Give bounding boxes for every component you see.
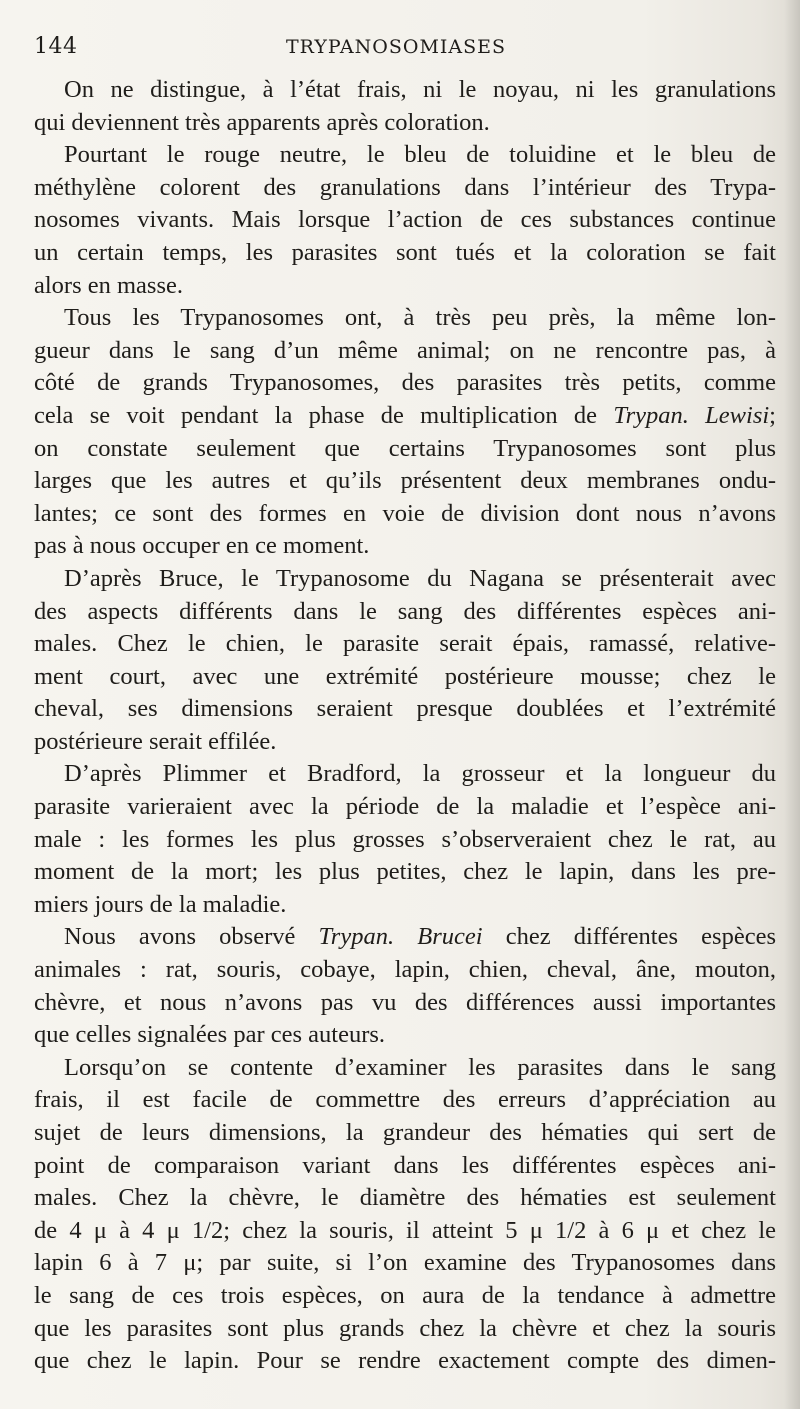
text-line	[34, 107, 776, 140]
text-segment: lantes; ce sont des formes en voie de division dont nous n’avons	[34, 499, 776, 527]
text-line	[34, 987, 776, 1020]
text-segment: alors en masse.	[34, 271, 183, 299]
text-line	[34, 1280, 776, 1313]
text-line	[34, 856, 776, 889]
text-line	[34, 498, 776, 531]
text-segment: miers jours de la maladie.	[34, 890, 287, 918]
text-line	[34, 1182, 776, 1215]
italic-species-name: Trypan. Brucei	[318, 923, 483, 951]
text-segment: que celles signalées par ces auteurs.	[34, 1021, 386, 1049]
text-segment: chez différentes espèces	[482, 923, 776, 951]
text-segment: côté de grands Trypanosomes, des parasites très petits, comme	[34, 369, 776, 397]
italic-species-name: Trypan. Lewisi	[613, 401, 770, 429]
text-segment: méthylène colorent des granulations dans l’intérieur des Trypa-	[34, 173, 776, 201]
text-line	[34, 139, 776, 172]
text-segment: males. Chez le chien, le parasite serait épais, ramassé, relative-	[34, 630, 776, 658]
text-segment: que chez le lapin. Pour se rendre exactement compte des dimen-	[34, 1347, 776, 1375]
text-line	[34, 791, 776, 824]
text-line	[34, 693, 776, 726]
text-line	[34, 1117, 776, 1150]
page-header	[34, 32, 758, 62]
text-segment: larges que les autres et qu’ils présentent deux membranes ondu-	[34, 467, 776, 495]
page-number: 144	[34, 34, 78, 59]
text-line	[34, 563, 776, 596]
text-segment: le sang de ces trois espèces, on aura de la tendance à admettre	[34, 1281, 776, 1309]
text-segment: point de comparaison variant dans les différentes espèces ani-	[34, 1151, 776, 1179]
text-segment: On ne distingue, à l’état frais, ni le noyau, ni les granulations	[64, 76, 776, 103]
text-segment: sujet de leurs dimensions, la grandeur des hématies qui sert de	[34, 1119, 776, 1146]
text-line	[34, 335, 776, 368]
text-segment: Nous avons observé	[64, 923, 319, 951]
text-segment: male : les formes les plus grosses s’observeraient chez le rat, au	[34, 825, 776, 853]
text-line	[34, 1084, 776, 1117]
text-segment: Pourtant le rouge neutre, le bleu de toluidine et le bleu de	[64, 141, 776, 169]
text-segment: on constate seulement que certains Trypanosomes sont plus	[34, 434, 776, 462]
text-segment: cheval, ses dimensions seraient presque doublées et l’extrémité	[34, 695, 776, 723]
text-segment: Tous les Trypanosomes ont, à très peu près, la même lon-	[64, 304, 776, 332]
text-segment: lapin 6 à 7 μ; par suite, si l’on examine des Trypanosomes dans	[34, 1249, 776, 1277]
text-line	[34, 74, 776, 107]
text-segment: males. Chez la chèvre, le diamètre des hématies est seulement	[34, 1184, 776, 1212]
text-line	[34, 433, 776, 466]
text-line	[34, 1247, 776, 1280]
text-line	[34, 302, 776, 335]
running-title: TRYPANOSOMIASES	[285, 36, 507, 58]
text-line	[34, 954, 776, 987]
text-line	[34, 1313, 776, 1346]
body-text	[34, 74, 776, 1378]
text-segment: qui deviennent très apparents après coloration.	[34, 108, 490, 136]
text-line	[34, 530, 776, 563]
text-segment: gueur dans le sang d’un même animal; on ne rencontre pas, à	[34, 336, 776, 364]
text-line	[34, 889, 776, 922]
text-segment: postérieure serait effilée.	[34, 727, 277, 755]
text-line	[34, 921, 776, 954]
text-segment: un certain temps, les parasites sont tués et la coloration se fait	[34, 238, 776, 266]
text-segment: D’après Bruce, le Trypanosome du Nagana se présenterait avec	[64, 564, 776, 592]
text-segment: ment court, avec une extrémité postérieure mousse; chez le	[34, 662, 776, 690]
text-line	[34, 1345, 776, 1378]
text-line	[34, 367, 776, 400]
text-segment: animales : rat, souris, cobaye, lapin, chien, cheval, âne, mouton,	[34, 956, 776, 984]
text-line	[34, 204, 776, 237]
text-line	[34, 270, 776, 303]
text-line	[34, 172, 776, 205]
text-line	[34, 1150, 776, 1183]
text-segment: cela se voit pendant la phase de multiplication de	[34, 401, 614, 429]
text-segment: frais, il est facile de commettre des erreurs d’appréciation au	[34, 1086, 776, 1114]
text-line	[34, 237, 776, 270]
text-segment: Lorsqu’on se contente d’examiner les parasites dans le sang	[64, 1053, 776, 1081]
text-segment: de 4 μ à 4 μ 1/2; chez la souris, il atteint 5 μ 1/2 à 6 μ et chez le	[34, 1216, 776, 1244]
text-segment: des aspects différents dans le sang des différentes espèces ani-	[34, 597, 776, 625]
text-segment: nosomes vivants. Mais lorsque l’action de ces substances continue	[34, 206, 776, 234]
text-line	[34, 465, 776, 498]
text-segment: parasite varieraient avec la période de la maladie et l’espèce ani-	[34, 793, 776, 821]
text-line	[34, 726, 776, 759]
text-line	[34, 1052, 776, 1085]
text-line	[34, 628, 776, 661]
text-line	[34, 1215, 776, 1248]
binding-shadow	[784, 0, 800, 1409]
text-line	[34, 758, 776, 791]
text-line	[34, 824, 776, 857]
text-segment: moment de la mort; les plus petites, chez le lapin, dans les pre-	[34, 858, 776, 886]
text-line	[34, 596, 776, 629]
text-line	[34, 661, 776, 694]
text-segment: que les parasites sont plus grands chez la chèvre et chez la souris	[34, 1314, 776, 1342]
text-line	[34, 400, 776, 433]
text-segment: D’après Plimmer et Bradford, la grosseur et la longueur du	[64, 760, 776, 788]
text-segment: chèvre, et nous n’avons pas vu des différences aussi importantes	[34, 988, 776, 1016]
text-segment: pas à nous occuper en ce moment.	[34, 532, 370, 560]
text-segment: ;	[769, 401, 776, 429]
text-line	[34, 1019, 776, 1052]
